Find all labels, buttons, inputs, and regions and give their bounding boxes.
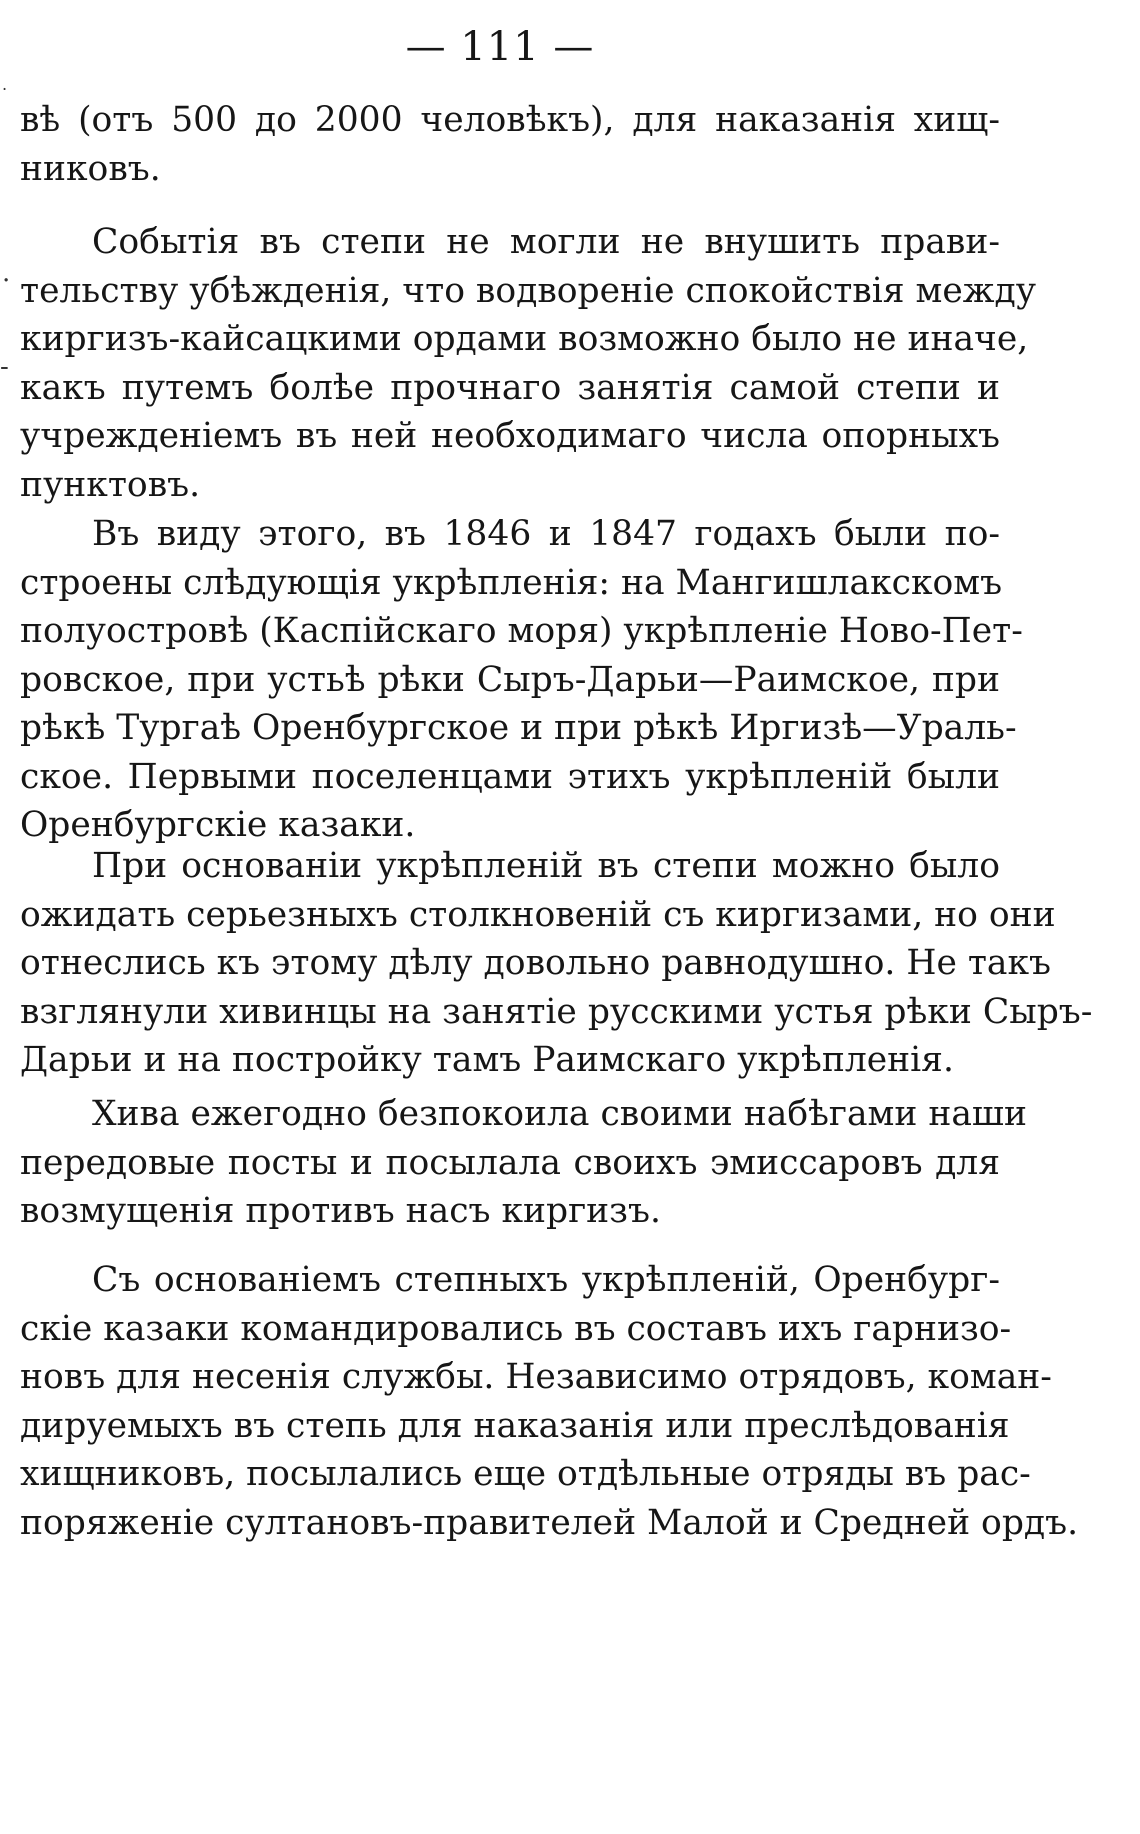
margin-mark: -	[0, 352, 9, 382]
text-line: новъ для несенія службы. Независимо отрядовъ, коман-	[20, 1357, 1052, 1397]
margin-mark: ́.	[2, 258, 11, 288]
text-line: какъ путемъ болѣе прочнаго занятія самой степи и	[20, 367, 1000, 408]
text-line: передовые посты и посылала своихъ эмиссаровъ для	[20, 1142, 1000, 1183]
text-line: вѣ (отъ 500 до 2000 человѣкъ), для наказанія хищ-	[20, 100, 1000, 140]
text-line: киргизъ-кайсацкими ордами возможно было не иначе,	[20, 319, 1029, 359]
page-number: — 111 —	[405, 24, 595, 70]
text-line: ожидать серьезныхъ столкновеній съ киргизами, но они	[20, 894, 1056, 935]
text-line: пунктовъ.	[20, 464, 201, 505]
text-line: ское. Первыми поселенцами этихъ укрѣпленій были	[20, 756, 1000, 797]
paragraph-1	[20, 96, 1000, 193]
paragraph-4	[20, 842, 1093, 1085]
text-line: дируемыхъ въ степь для наказанія или преслѣдованія	[20, 1405, 1010, 1446]
text-line: Въ виду этого, въ 1846 и 1847 годахъ были по-	[92, 514, 1000, 554]
paragraph-3	[20, 510, 1023, 850]
text-line: Хива ежегодно безпокоила своими набѣгами наши	[92, 1094, 1027, 1134]
paragraph-6	[20, 1256, 1079, 1547]
text-line: ровское, при устьѣ рѣки Сыръ-Дарьи—Раимское, при	[20, 659, 1000, 700]
paragraph-5	[20, 1090, 1027, 1236]
text-line: При основаніи укрѣпленій въ степи можно было	[92, 846, 1000, 886]
text-line: строены слѣдующія укрѣпленія: на Мангишлакскомъ	[20, 562, 1003, 603]
text-line: скіе казаки командировались въ составъ ихъ гарнизо-	[20, 1308, 1012, 1349]
text-line: Дарьи и на постройку тамъ Раимскаго укрѣпленія.	[20, 1040, 954, 1080]
text-line: учрежденіемъ въ ней необходимаго числа опорныхъ	[20, 416, 1000, 456]
text-line: никовъ.	[20, 148, 161, 189]
text-line: возмущенія противъ насъ киргизъ.	[20, 1191, 661, 1231]
text-line: Событія въ степи не могли не внушить прави-	[92, 222, 1000, 262]
text-line: поряженіе султановъ-правителей Малой и Средней ордъ.	[20, 1502, 1079, 1543]
text-line: взглянули хивинцы на занятіе русскими устья рѣки Сыръ-	[20, 991, 1093, 1032]
text-line: Съ основаніемъ степныхъ укрѣпленій, Оренбург-	[92, 1260, 1000, 1300]
text-line: хищниковъ, посылались еще отдѣльные отряды въ рас-	[20, 1454, 1031, 1494]
text-line: отнеслись къ этому дѣлу довольно равнодушно. Не такъ	[20, 943, 1051, 983]
text-line: Оренбургскіе казаки.	[20, 805, 416, 845]
text-line: рѣкѣ Тургаѣ Оренбургское и при рѣкѣ Иргизѣ—Ураль-	[20, 708, 1017, 748]
text-line: тельству убѣжденія, что водвореніе спокойствія между	[20, 270, 1037, 311]
margin-mark: .	[2, 75, 8, 94]
paragraph-2	[20, 218, 1037, 509]
text-line: полуостровѣ (Каспійскаго моря) укрѣпленіе Ново-Пет-	[20, 611, 1023, 651]
